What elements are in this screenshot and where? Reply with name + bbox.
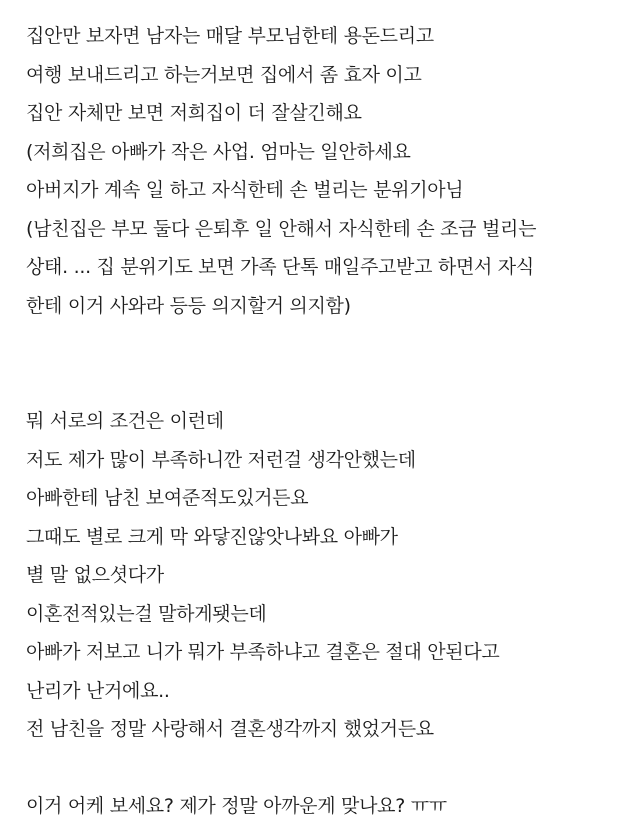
text-line: 전 남친을 정말 사랑해서 결혼생각까지 했었거든요 <box>26 718 434 740</box>
text-line: 이혼전적있는걸 말하게됏는데 <box>26 602 267 625</box>
text-line: 상태. ... 집 분위기도 보면 가족 단톡 매일주고받고 하면서 자식 <box>26 256 534 278</box>
text-line: (저희집은 아빠가 작은 사업. 엄마는 일안하세요 <box>26 140 411 163</box>
text-line: (남친집은 부모 둘다 은퇴후 일 안해서 자식한테 손 조금 벌리는 <box>26 217 537 240</box>
paragraph-father-reaction <box>26 402 630 749</box>
text-line: 집안만 보자면 남자는 매달 부모님한테 용돈드리고 <box>26 25 434 47</box>
text-line: 아버지가 계속 일 하고 자식한테 손 벌리는 분위기아님 <box>26 179 464 201</box>
text-line: 한테 이거 사와라 등등 의지할거 의지함) <box>26 294 351 317</box>
paragraph-question <box>26 787 630 826</box>
text-line: 집안 자체만 보면 저희집이 더 잘살긴해요 <box>26 102 362 124</box>
text-line: 난리가 난거에요.. <box>26 679 170 702</box>
paragraph-family-situation <box>26 17 630 325</box>
text-line: 뭐 서로의 조건은 이런데 <box>26 410 224 432</box>
text-line: 별 말 없으셧다가 <box>26 564 164 586</box>
text-line: 아빠가 저보고 니가 뭐가 부족하냐고 결혼은 절대 안된다고 <box>26 641 500 663</box>
text-line: 여행 보내드리고 하는거보면 집에서 좀 효자 이고 <box>26 63 422 86</box>
text-line: 이거 어케 보세요? 제가 정말 아까운게 맞나요? ㅠㅠ <box>26 795 447 817</box>
paragraph-spacer <box>26 325 630 402</box>
paragraph-spacer <box>26 749 630 788</box>
text-line: 그때도 별로 크게 막 와닿진않앗나봐요 아빠가 <box>26 525 398 548</box>
text-line: 저도 제가 많이 부족하니깐 저런걸 생각안했는데 <box>26 448 416 471</box>
text-line: 아빠한테 남친 보여준적도있거든요 <box>26 487 309 509</box>
